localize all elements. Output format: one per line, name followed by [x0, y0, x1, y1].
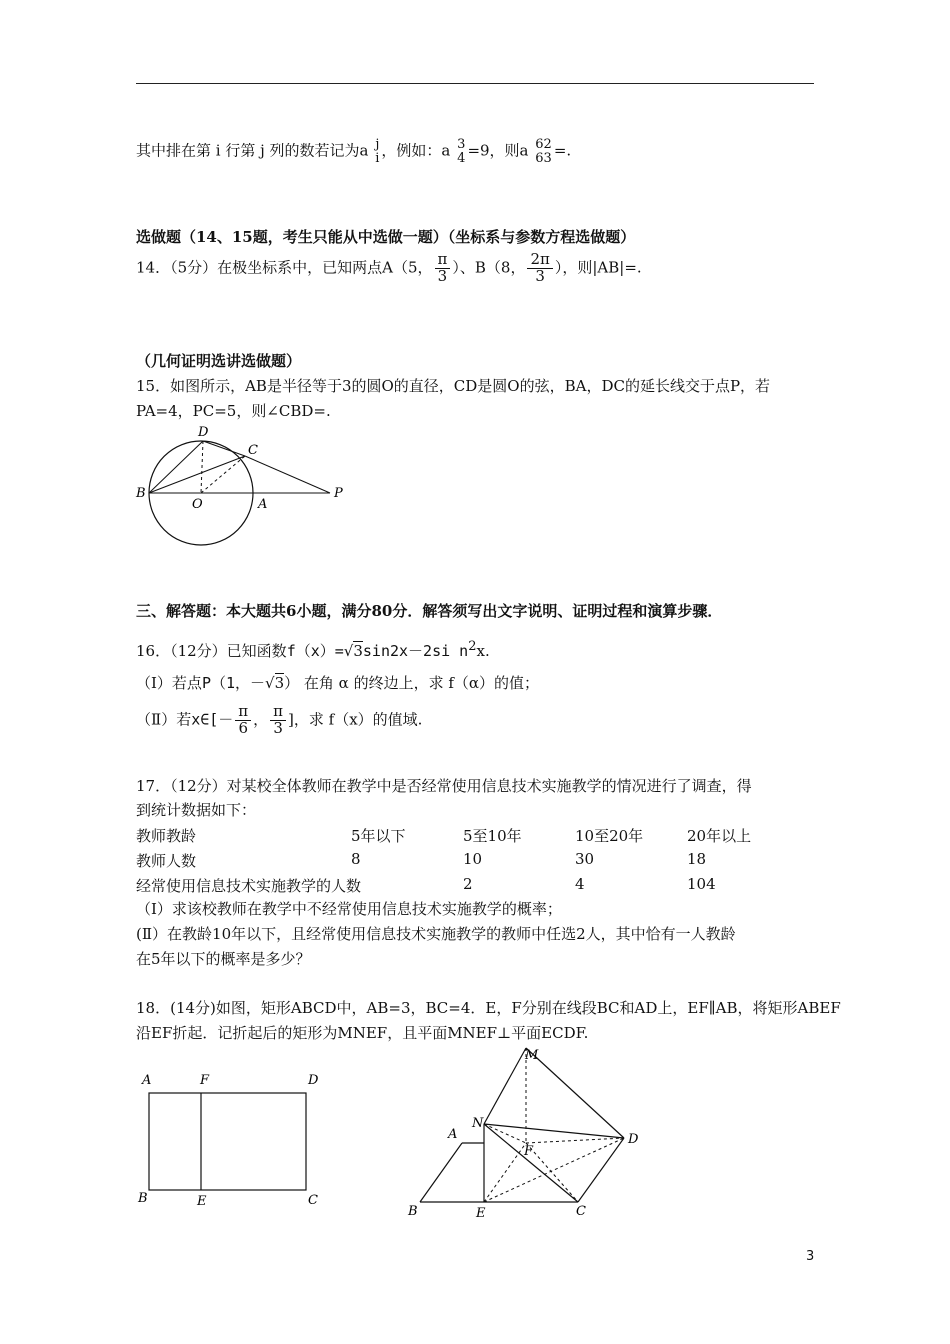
fig1-label-D: D — [308, 1073, 319, 1088]
fig2-label-A: A — [448, 1127, 458, 1142]
fig1-label-A: A — [142, 1073, 152, 1088]
label-O: O — [192, 497, 203, 512]
q17-part2-line2: 在5年以下的概率是多少？ — [136, 950, 311, 968]
q15-circle-figure — [130, 420, 360, 550]
label-C: C — [248, 443, 258, 458]
fig1-label-C: C — [308, 1193, 318, 1208]
table-row: 教师人数 8 10 30 18 — [136, 850, 707, 870]
label-A: A — [258, 497, 268, 512]
q18-folded-figure — [400, 1045, 660, 1220]
q14-line: 14．（5分）在极坐标系中，已知两点A（5， $\frac{\pi}{3}$ ）、B（8， $\frac{2\pi}{3}$ ），则|AB|=. — [136, 250, 642, 285]
fig1-label-F: F — [200, 1073, 210, 1088]
q16-part2: （Ⅱ）若x∈[－ $\frac{\pi}{6}$ ， $\frac{\pi}{3}$ ]，求 f（x）的值域. — [136, 702, 423, 737]
q15-line1: 15．如图所示，AB是半径等于3的圆O的直径，CD是圆O的弦，BA，DC的延长线交于点P，若 — [136, 377, 771, 395]
section3-heading: 三、解答题：本大题共6小题，满分80分．解答须写出文字说明、证明过程和演算步骤． — [136, 602, 723, 620]
fig2-label-E: E — [476, 1206, 486, 1220]
q17-line2: 到统计数据如下： — [136, 801, 257, 819]
header-rule — [136, 83, 814, 84]
q13-line: 其中排在第 i 行第 j 列的数若记为a j i ，例如：a 3 4 =9，则a 62 63 =. — [136, 137, 572, 166]
q17-part1: （Ⅰ）求该校教师在教学中不经常使用信息技术实施教学的概率； — [136, 900, 562, 918]
page-number: 3 — [806, 1249, 815, 1264]
q16-part1: （Ⅰ）若点P（1，－√3） 在角 α 的终边上，求 f（α）的值； — [136, 674, 540, 692]
q15-line2: PA=4，PC=5，则∠CBD=. — [136, 402, 331, 420]
q17-part2-line1: (Ⅱ）在教龄10年以下，且经常使用信息技术实施教学的教师中任选2人，其中恰有一人教龄 — [136, 925, 736, 943]
fig2-label-N: N — [472, 1116, 484, 1131]
fig2-label-B: B — [408, 1204, 418, 1219]
fig1-label-E: E — [197, 1194, 207, 1209]
q17-table — [136, 825, 816, 900]
q18-line2: 沿EF折起．记折起后的矩形为MNEF，且平面MNEF⊥平面ECDF. — [136, 1024, 589, 1042]
table-row: 教师教龄 5年以下 5至10年 10至20年 20年以上 — [136, 827, 752, 845]
label-P: P — [334, 486, 343, 501]
geometry-heading: （几何证明选讲选做题） — [136, 352, 302, 370]
q17-line1: 17．（12分）对某校全体教师在教学中是否经常使用信息技术实施教学的情况进行了调查，得 — [136, 777, 752, 795]
elective-heading: 选做题（14、15题，考生只能从中选做一题）（坐标系与参数方程选做题） — [136, 228, 636, 246]
label-B: B — [136, 486, 146, 501]
label-D: D — [198, 425, 209, 440]
q18-line1: 18．(14分)如图，矩形ABCD中，AB=3，BC=4．E，F分别在线段BC和AD上，EF∥AB，将矩形ABEF — [136, 999, 841, 1017]
fig2-label-F: F — [524, 1144, 534, 1159]
fig2-label-M: M — [525, 1048, 539, 1063]
fig1-label-B: B — [138, 1191, 148, 1206]
q16-line1: 16．（12分）已知函数f（x）=√3sin2x－2si $n^2x$. — [136, 639, 490, 660]
fig2-label-D: D — [628, 1132, 639, 1147]
fig2-label-C: C — [576, 1204, 586, 1219]
q18-rectangle-figure — [130, 1070, 330, 1210]
table-row: 经常使用信息技术实施教学的人数 2 4 104 — [136, 875, 716, 895]
